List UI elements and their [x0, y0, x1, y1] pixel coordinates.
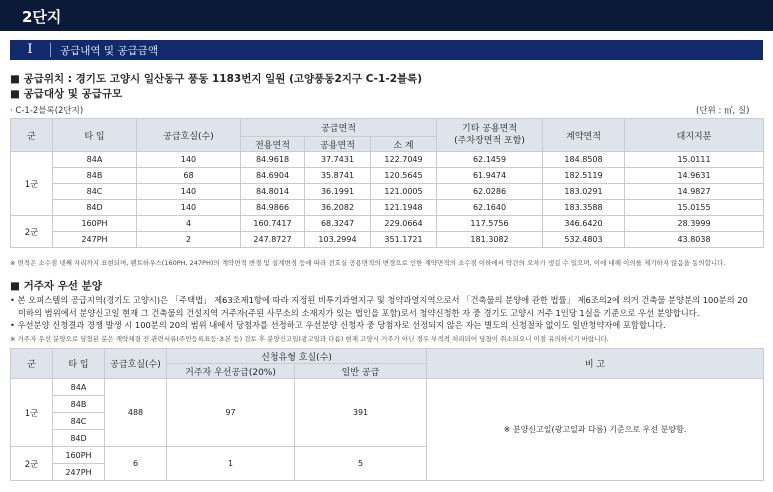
- col-contract: 계약면적: [543, 119, 625, 152]
- pcol-count: 공급호실(수): [105, 349, 167, 379]
- col-other-common: 기타 공용면적 (주차장면적 포함): [437, 119, 543, 152]
- count-cell: 140: [137, 200, 241, 216]
- land-cell: 14.9827: [625, 184, 764, 200]
- priority-heading: ■ 거주자 우선 분양: [10, 280, 102, 292]
- common-cell: 37.7431: [305, 152, 371, 168]
- priority-bullet: • 본 오피스텔의 공급지역(경기도 고양시)은 「주택법」 제63조제1항에 따라 지정된 비투기과열지구 및 청약과열지역으로서 「건축물의 분양에 관한 법률」 제6조의2에 의거 건축물 분양분의 100분의 20: [10, 295, 748, 305]
- priority-table: [10, 348, 764, 481]
- contract-cell: 532.4803: [543, 232, 625, 248]
- count-cell: 140: [137, 152, 241, 168]
- subtotal-cell: 121.0005: [371, 184, 437, 200]
- priority-bullet: • 우선분양 신청결과 경쟁 발생 시 100분의 20의 범위 내에서 당첨자를 선정하고 우선분양 신청자 중 당첨자로 선정되지 않은 자는 별도의 신청절차 없이도 일반청약자에 포함합니다.: [10, 320, 666, 330]
- exclusive-cell: 84.9866: [241, 200, 305, 216]
- table-row: [11, 232, 764, 248]
- other-cell: 62.0286: [437, 184, 543, 200]
- table-row: [11, 168, 764, 184]
- type-cell: 84A: [53, 379, 105, 396]
- subtotal-cell: 122.7049: [371, 152, 437, 168]
- resident-cell: 1: [167, 447, 295, 481]
- col-common: 공용면적: [305, 137, 371, 152]
- unit-note: (단위 : ㎡, 실): [696, 106, 750, 116]
- land-cell: 15.0155: [625, 200, 764, 216]
- col-area: 공급면적: [241, 119, 437, 137]
- group-cell: 1군: [11, 152, 53, 216]
- pcol-apply: 신청유형 호실(수): [167, 349, 427, 364]
- section-divider: [50, 43, 51, 57]
- other-cell: 117.5756: [437, 216, 543, 232]
- count-cell: 6: [105, 447, 167, 481]
- contract-cell: 184.8508: [543, 152, 625, 168]
- other-cell: 181.3082: [437, 232, 543, 248]
- subtotal-cell: 121.1948: [371, 200, 437, 216]
- location-line: ■ 공급위치 : 경기도 고양시 일산동구 풍동 1183번지 일원 (고양풍동2지구 C-1-2블록): [10, 73, 423, 85]
- section-header: [10, 40, 763, 60]
- type-cell: 160PH: [53, 447, 105, 464]
- subtotal-cell: 120.5645: [371, 168, 437, 184]
- contract-cell: 182.5119: [543, 168, 625, 184]
- other-cell: 62.1640: [437, 200, 543, 216]
- pcol-resident: 거주자 우선공급(20%): [167, 364, 295, 379]
- section-number: I: [27, 42, 33, 57]
- type-cell: 160PH: [53, 216, 137, 232]
- col-type: 타 입: [53, 119, 137, 152]
- count-cell: 4: [137, 216, 241, 232]
- exclusive-cell: 84.6904: [241, 168, 305, 184]
- section-title: 공급내역 및 공급금액: [60, 45, 158, 57]
- col-land: 대지지분: [625, 119, 764, 152]
- area-note: ※ 면적은 소수점 넷째 자리까지 표현되며, 펜트하우스(160PH, 247PH)의 계약면적 변경 및 설계변경 등에 따라 전호실 공용면적의 변경으로 인한 계약면적의 소수점 이하에서 약간의 오차가 생길 수 있으며, 이에 대해 이의를 제기하지 않음을 동의합니다.: [10, 259, 726, 267]
- table-row: [11, 379, 764, 396]
- subtotal-cell: 229.0664: [371, 216, 437, 232]
- common-cell: 35.8741: [305, 168, 371, 184]
- common-cell: 36.1991: [305, 184, 371, 200]
- group-cell: 2군: [11, 216, 53, 248]
- type-cell: 247PH: [53, 464, 105, 481]
- count-cell: 68: [137, 168, 241, 184]
- common-cell: 68.3247: [305, 216, 371, 232]
- type-cell: 84B: [53, 168, 137, 184]
- common-cell: 36.2082: [305, 200, 371, 216]
- col-group: 군: [11, 119, 53, 152]
- land-cell: 15.0111: [625, 152, 764, 168]
- priority-bullet: 이하의 범위에서 분양신고일 현재 그 건축물의 건설지역 거주자(주된 사무소의 소재지가 있는 법인을 포함)로서 청약신청한 자 중 경기도 고양시 거주 1인당 1실을 기준으로 우선 분양합니다.: [18, 307, 700, 318]
- remark-cell: ※ 분양신고일(광고일과 다름) 기준으로 우선 분양함.: [427, 379, 764, 481]
- complex-title: 2단지: [22, 8, 62, 26]
- general-cell: 391: [295, 379, 427, 447]
- group-cell: 1군: [11, 379, 53, 447]
- count-cell: 140: [137, 184, 241, 200]
- general-cell: 5: [295, 447, 427, 481]
- land-cell: 14.9631: [625, 168, 764, 184]
- supply-table: [10, 118, 764, 248]
- col-count: 공급호실(수): [137, 119, 241, 152]
- exclusive-cell: 84.8014: [241, 184, 305, 200]
- table-row: [11, 152, 764, 168]
- count-cell: 2: [137, 232, 241, 248]
- resident-cell: 97: [167, 379, 295, 447]
- type-cell: 84D: [53, 200, 137, 216]
- scale-heading: ■ 공급대상 및 공급규모: [10, 88, 123, 100]
- type-cell: 84B: [53, 396, 105, 413]
- table-row: [11, 184, 764, 200]
- land-cell: 28.3999: [625, 216, 764, 232]
- col-subtotal: 소 계: [371, 137, 437, 152]
- complex-title-bar: [0, 0, 773, 31]
- table-row: [11, 216, 764, 232]
- pcol-general: 일반 공급: [295, 364, 427, 379]
- contract-cell: 346.6420: [543, 216, 625, 232]
- contract-cell: 183.3588: [543, 200, 625, 216]
- type-cell: 84C: [53, 184, 137, 200]
- pcol-remark: 비 고: [427, 349, 764, 379]
- other-cell: 62.1459: [437, 152, 543, 168]
- type-cell: 247PH: [53, 232, 137, 248]
- count-cell: 488: [105, 379, 167, 447]
- exclusive-cell: 160.7417: [241, 216, 305, 232]
- type-cell: 84A: [53, 152, 137, 168]
- pcol-group: 군: [11, 349, 53, 379]
- subtotal-cell: 351.1721: [371, 232, 437, 248]
- type-cell: 84D: [53, 430, 105, 447]
- priority-note: ※ 거주자 우선 분양으로 당첨된 분은 계약체결 전 관련서류(주민등록표등·초본 등) 검토 후 분양신고일(광고일과 다름) 현재 고양시 거주가 아닌 경우 부적격 처리되어 당첨이 취소되오니 이점 유의하시기 바랍니다.: [10, 335, 609, 343]
- pcol-type: 타 입: [53, 349, 105, 379]
- group-cell: 2군: [11, 447, 53, 481]
- priority-bullets: [10, 294, 770, 332]
- exclusive-cell: 84.9618: [241, 152, 305, 168]
- table-row: [11, 200, 764, 216]
- type-cell: 84C: [53, 413, 105, 430]
- land-cell: 43.8038: [625, 232, 764, 248]
- contract-cell: 183.0291: [543, 184, 625, 200]
- other-cell: 61.9474: [437, 168, 543, 184]
- exclusive-cell: 247.8727: [241, 232, 305, 248]
- common-cell: 103.2994: [305, 232, 371, 248]
- col-exclusive: 전용면적: [241, 137, 305, 152]
- block-label: · C-1-2블록(2단지): [10, 106, 84, 116]
